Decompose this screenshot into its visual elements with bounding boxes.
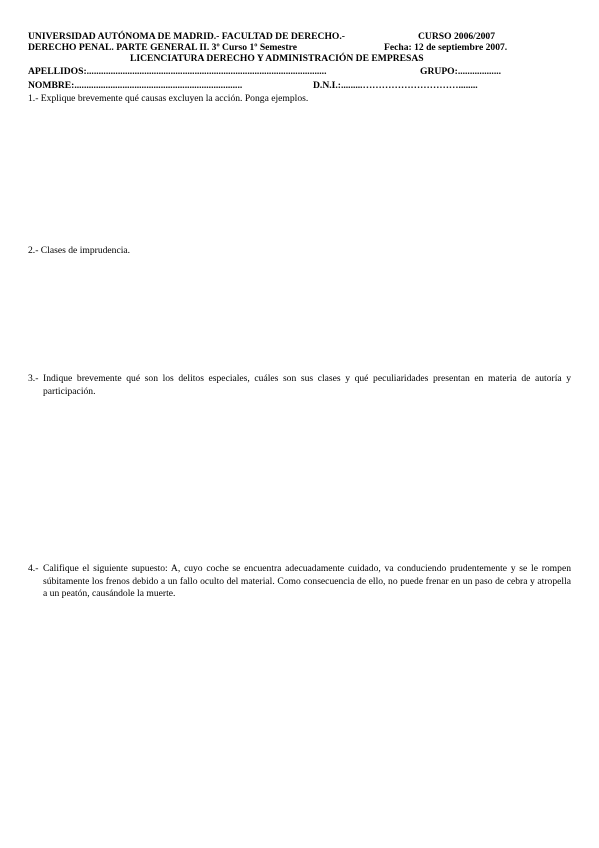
exam-date: Fecha: 12 de septiembre 2007.	[384, 42, 508, 53]
university-title: UNIVERSIDAD AUTÓNOMA DE MADRID.- FACULTAD DE DERECHO.-	[28, 31, 345, 42]
question-number: 1.-	[28, 93, 39, 104]
name-field: NOMBRE:......................................................................	[28, 80, 243, 91]
question-4	[28, 563, 571, 601]
degree-title: LICENCIATURA DERECHO Y ADMINISTRACIÓN DE EMPRESAS	[130, 53, 424, 64]
question-number: 2.-	[28, 245, 39, 256]
surnames-field: APELLIDOS:....................................................................................................	[28, 66, 327, 77]
question-number: 3.-	[28, 373, 39, 384]
group-field: GRUPO:..................	[420, 66, 502, 77]
question-text: Califique el siguiente supuesto: A, cuyo coche se encuentra adecuadamente cuidado, va conduciendo prudentemente y se le rompen súbitamente los frenos debido a un fallo oculto del material. Como consecuencia de ello, no puede frenar en un paso de cebra y atropella a un peatón, causándole la muerte.	[43, 563, 571, 599]
question-number: 4.-	[28, 563, 39, 574]
question-1	[28, 93, 571, 106]
question-text: Indique brevemente qué son los delitos especiales, cuáles son sus clases y qué peculiaridades presentan en materia de autoría y participación.	[43, 373, 571, 397]
question-text: Explique brevemente qué causas excluyen la acción. Ponga ejemplos.	[40, 93, 309, 104]
subject-title: DERECHO PENAL. PARTE GENERAL II. 3º Curso 1º Semestre	[28, 42, 297, 53]
course-year: CURSO 2006/2007	[418, 31, 496, 42]
question-text: Clases de imprudencia.	[40, 245, 131, 256]
question-3	[28, 373, 571, 398]
dni-field: D.N.I.:.........…………………………........	[313, 80, 478, 91]
question-2	[28, 245, 571, 258]
